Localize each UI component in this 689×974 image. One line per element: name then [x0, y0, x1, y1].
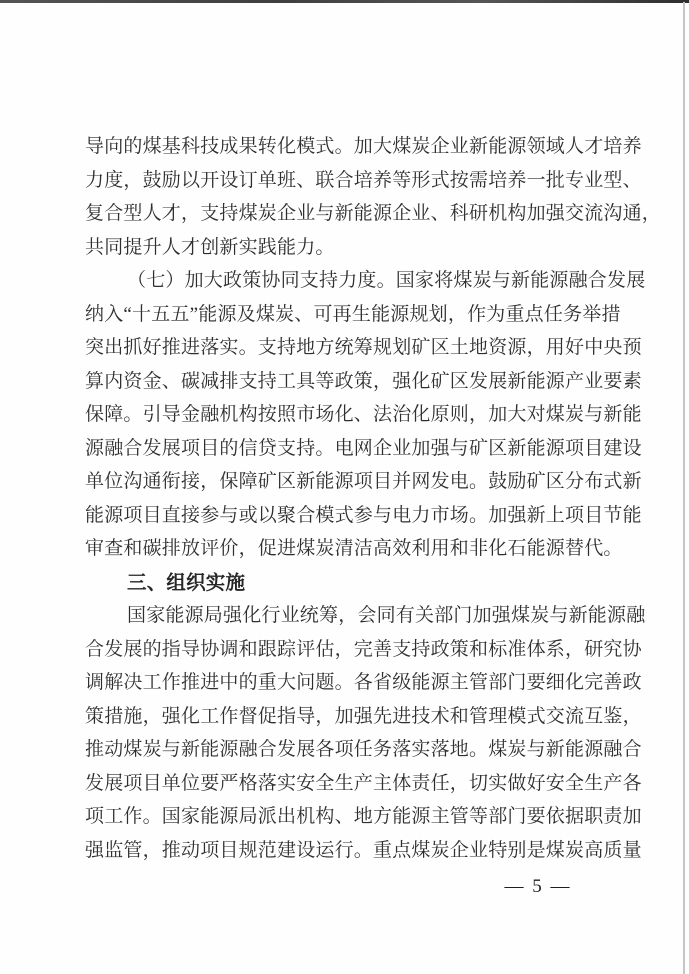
text-line: 保障。引导金融机构按照市场化、法治化原则，加大对煤炭与新能 — [85, 404, 642, 425]
text-line: 调解决工作推进中的重大问题。各省级能源主管部门要细化完善政 — [85, 672, 642, 693]
text-line: （七）加大政策协同支持力度。国家将煤炭与新能源融合发展 — [127, 270, 646, 291]
text-line: 发展项目单位要严格落实安全生产主体责任，切实做好安全生产各 — [85, 772, 642, 794]
text-line: 能源项目直接参与或以聚合模式参与电力市场。加强新上项目节能 — [85, 504, 642, 526]
scan-top-edge — [0, 0, 689, 3]
text-line: 共同提升人才创新实践能力。 — [85, 236, 335, 258]
text-line: 策措施，强化工作督促指导，加强先进技术和管理模式交流互鉴， — [85, 705, 642, 727]
section-heading: 三、组织实施 — [127, 570, 246, 594]
text-line: 复合型人才，支持煤炭企业与新能源企业、科研机构加强交流沟通， — [85, 203, 662, 224]
text-line: 导向的煤基科技成果转化模式。加大煤炭企业新能源领域人才培养 — [85, 136, 642, 157]
text-line: 审查和碳排放评价，促进煤炭清洁高效利用和非化石能源替代。 — [85, 538, 623, 559]
text-line: 国家能源局强化行业统筹，会同有关部门加强煤炭与新能源融 — [127, 605, 646, 626]
text-line: 推动煤炭与新能源融合发展各项任务落实落地。煤炭与新能源融合 — [85, 739, 642, 760]
text-line: 项工作。国家能源局派出机构、地方能源主管等部门要依据职责加 — [85, 806, 642, 827]
text-line: 突出抓好推进落实。支持地方统筹规划矿区土地资源，用好中央预 — [85, 337, 642, 358]
text-line: 算内资金、碳减排支持工具等政策，强化矿区发展新能源产业要素 — [85, 370, 642, 392]
text-line: 纳入“十五五”能源及煤炭、可再生能源规划，作为重点任务举措 — [85, 303, 621, 325]
text-line: 源融合发展项目的信贷支持。电网企业加强与矿区新能源项目建设 — [85, 437, 642, 459]
text-line: 力度，鼓励以开设订单班、联合培养等形式按需培养一批专业型、 — [85, 169, 642, 191]
text-line: 强监管，推动项目规范建设运行。重点煤炭企业特别是煤炭高质量 — [85, 839, 642, 861]
text-line: 合发展的指导协调和跟踪评估，完善支持政策和标准体系，研究协 — [85, 638, 642, 660]
scan-right-edge — [683, 2, 685, 974]
page-number: — 5 — — [504, 876, 572, 897]
document-body — [85, 130, 662, 867]
text-line: 单位沟通衔接，保障矿区新能源项目并网发电。鼓励矿区分布式新 — [85, 471, 642, 492]
